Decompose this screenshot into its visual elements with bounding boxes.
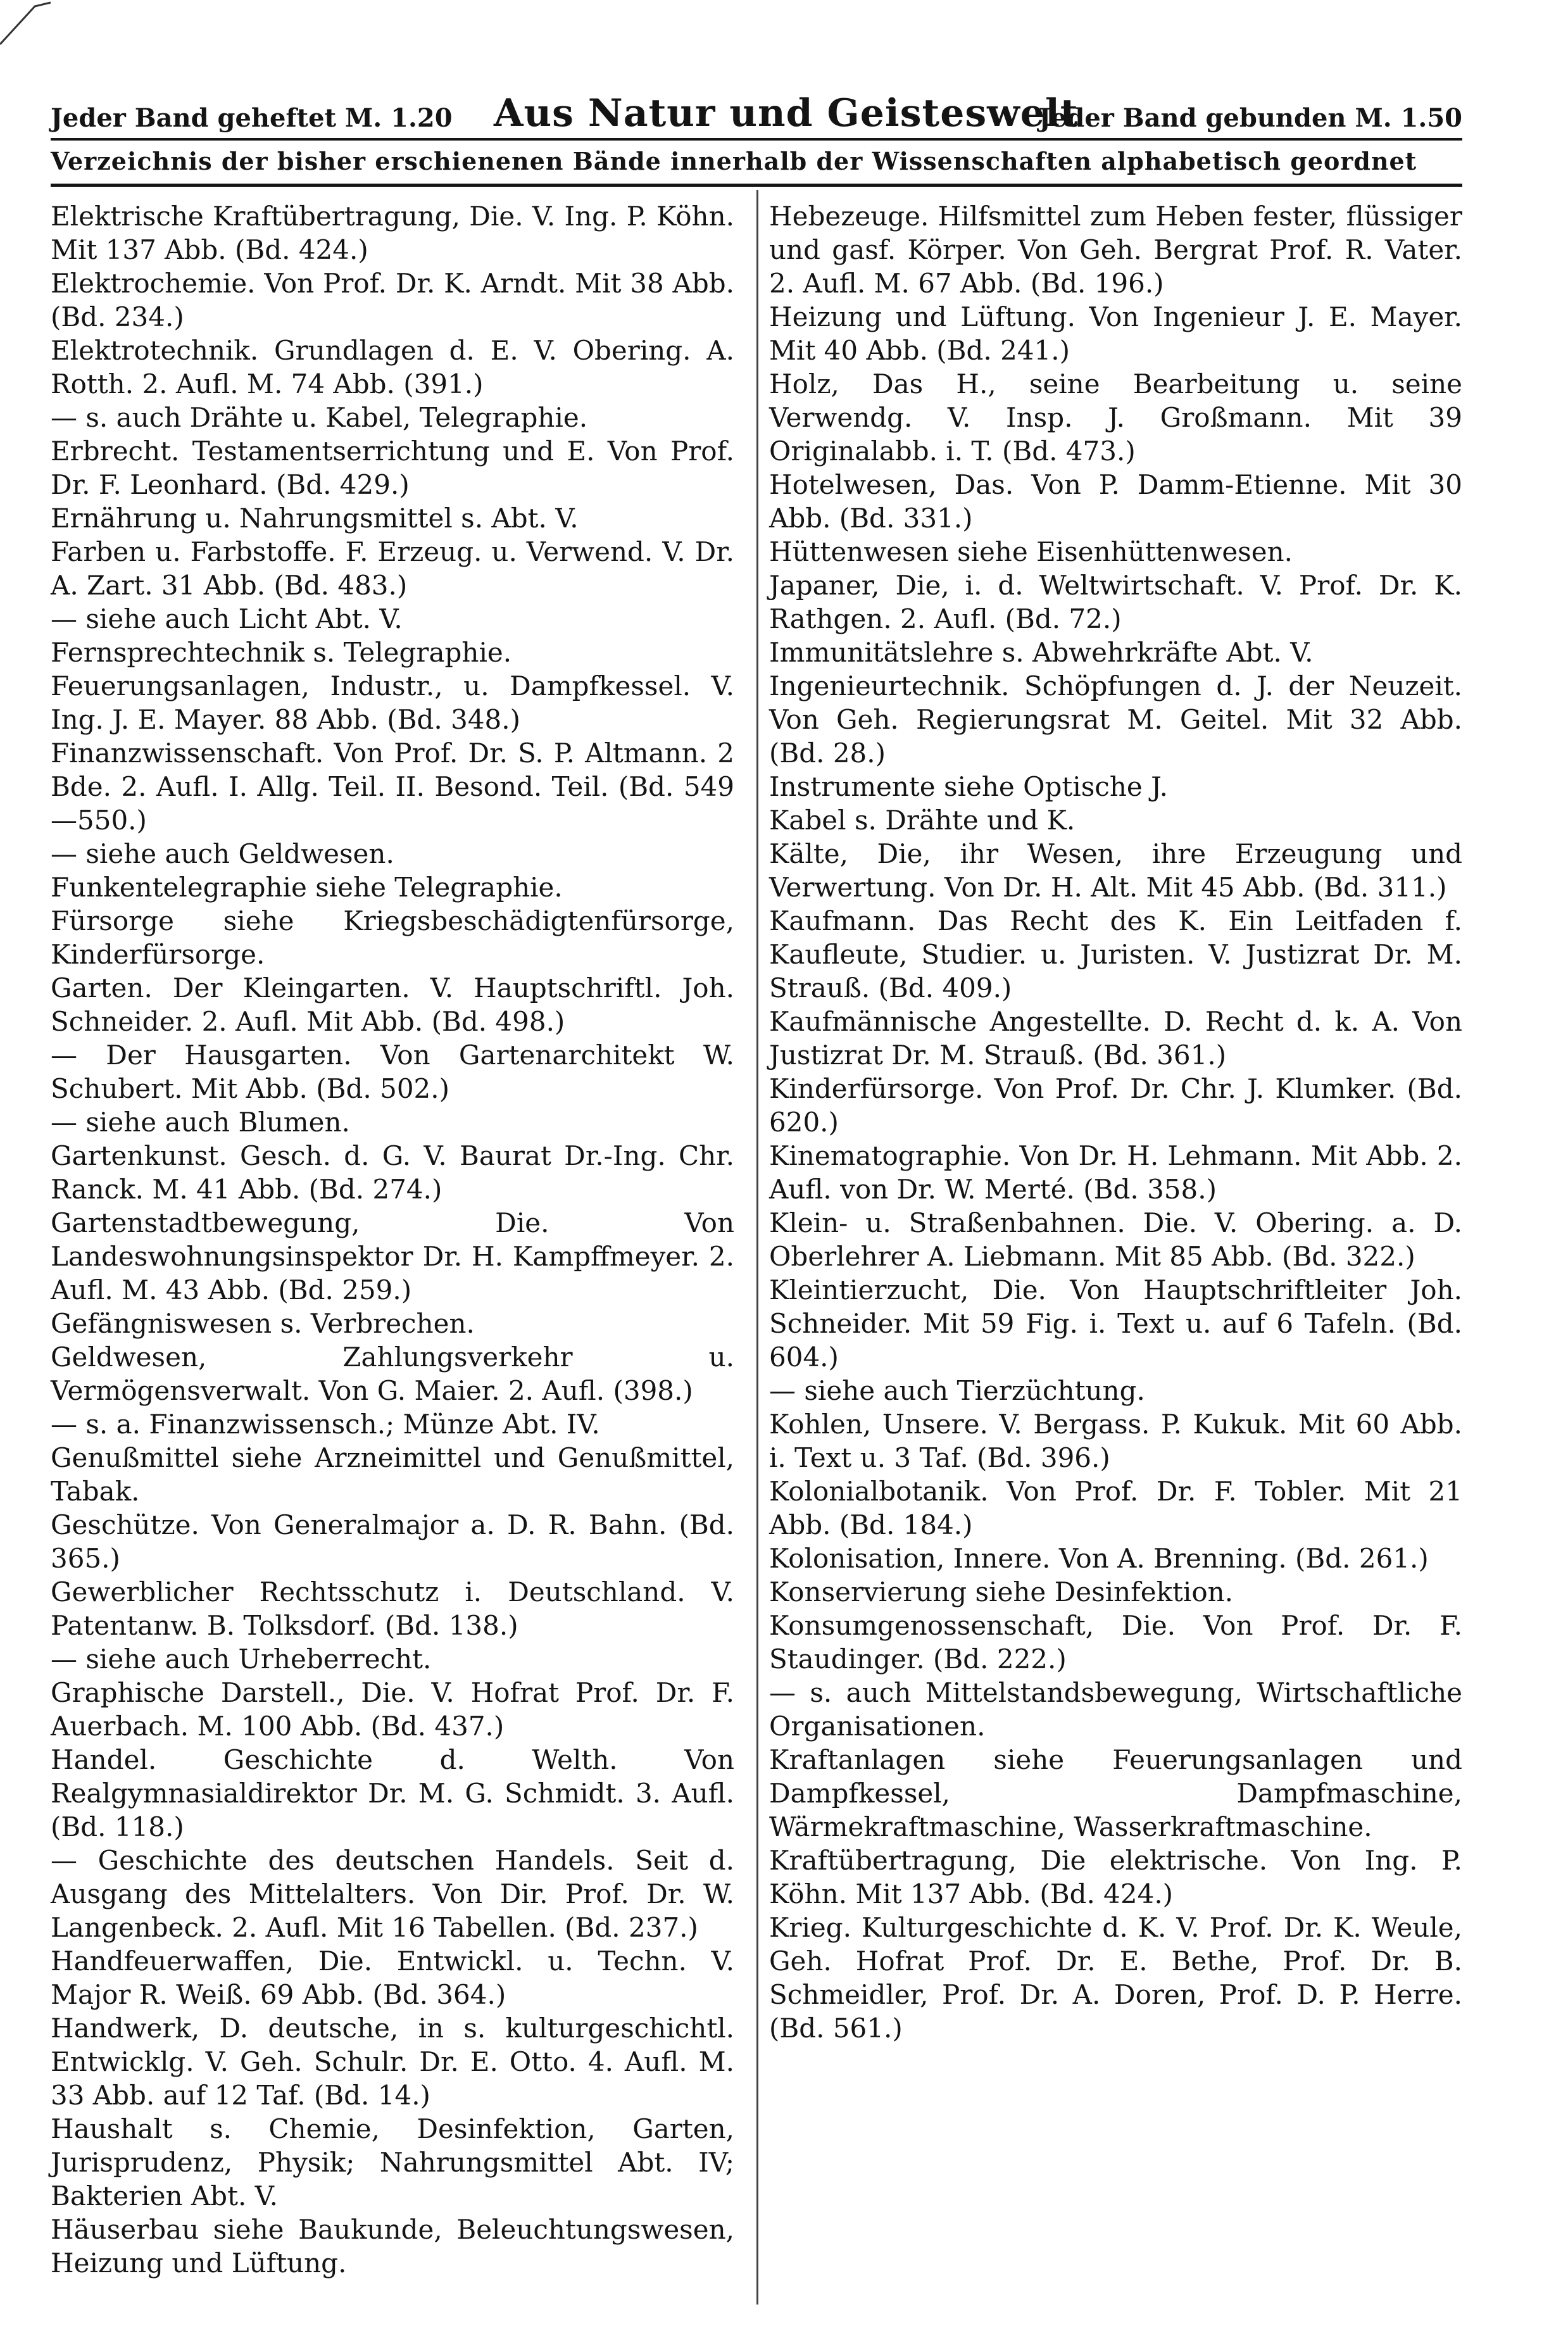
catalog-entry: Elektrochemie. Von Prof. Dr. K. Arndt. Mit 38 Abb. (Bd. 234.) (51, 268, 734, 332)
catalog-entry: Holz, Das H., seine Bearbeitung u. seine Verwendg. V. Insp. J. Großmann. Mit 39 Originalabb. i. T. (Bd. 473.) (769, 368, 1462, 467)
catalog-entry: Kälte, Die, ihr Wesen, ihre Erzeugung und Verwertung. Von Dr. H. Alt. Mit 45 Abb. (Bd. 311.) (769, 838, 1462, 903)
catalog-entry: Gartenkunst. Gesch. d. G. V. Baurat Dr.-Ing. Chr. Ranck. M. 41 Abb. (Bd. 274.) (51, 1140, 734, 1205)
header-price-paperback: Jeder Band geheftet M. 1.20 (51, 103, 453, 133)
catalog-entry: — s. auch Mittelstandsbewegung, Wirtschaftliche Organisationen. (769, 1677, 1462, 1742)
catalog-entry: Klein- u. Straßenbahnen. Die. V. Obering. a. D. Oberlehrer A. Liebmann. Mit 85 Abb. (Bd. 322.) (769, 1207, 1462, 1272)
catalog-entry: Japaner, Die, i. d. Weltwirtschaft. V. Prof. Dr. K. Rathgen. 2. Aufl. (Bd. 72.) (769, 570, 1462, 634)
catalog-entry: Fürsorge siehe Kriegsbeschädigtenfürsorge, Kinderfürsorge. (51, 905, 734, 970)
catalog-entry: — siehe auch Blumen. (51, 1107, 350, 1138)
catalog-entry: Kinderfürsorge. Von Prof. Dr. Chr. J. Klumker. (Bd. 620.) (769, 1073, 1462, 1138)
subtitle-rule (51, 184, 1462, 187)
catalog-entry: Konservierung siehe Desinfektion. (769, 1576, 1234, 1607)
catalog-entry: Kohlen, Unsere. V. Bergass. P. Kukuk. Mit 60 Abb. i. Text u. 3 Taf. (Bd. 396.) (769, 1409, 1462, 1473)
catalog-entry: Kolonialbotanik. Von Prof. Dr. F. Tobler. Mit 21 Abb. (Bd. 184.) (769, 1476, 1462, 1540)
corner-mark-icon (0, 0, 57, 51)
catalog-entry: — s. a. Finanzwissensch.; Münze Abt. IV. (51, 1409, 600, 1440)
catalog-entry: — Geschichte des deutschen Handels. Seit d. Ausgang des Mittelalters. Von Dir. Prof. Dr. W. Langenbeck. 2. Aufl. Mit 16 Tabellen. (Bd. 237.) (51, 1845, 734, 1943)
catalog-entry: Hotelwesen, Das. Von P. Damm-Etienne. Mit 30 Abb. (Bd. 331.) (769, 469, 1462, 534)
catalog-entry: Handwerk, D. deutsche, in s. kulturgeschichtl. Entwicklg. V. Geh. Schulr. Dr. E. Otto. 4. Aufl. M. 33 Abb. auf 12 Taf. (Bd. 14.) (51, 2013, 734, 2111)
catalog-entry: Kolonisation, Innere. Von A. Brenning. (Bd. 261.) (769, 1543, 1429, 1574)
catalog-entry: Haushalt s. Chemie, Desinfektion, Garten, Jurisprudenz, Physik; Nahrungsmittel Abt. IV; Bakterien Abt. V. (51, 2113, 734, 2211)
catalog-entry: — siehe auch Licht Abt. V. (51, 603, 403, 634)
catalog-entry: Farben u. Farbstoffe. F. Erzeug. u. Verwend. V. Dr. A. Zart. 31 Abb. (Bd. 483.) (51, 536, 734, 601)
catalog-entry: Graphische Darstell., Die. V. Hofrat Prof. Dr. F. Auerbach. M. 100 Abb. (Bd. 437.) (51, 1677, 734, 1742)
catalog-entry: Häuserbau siehe Baukunde, Beleuchtungswesen, Heizung und Lüftung. (51, 2214, 734, 2279)
catalog-entry: Kraftanlagen siehe Feuerungsanlagen und Dampfkessel, Dampfmaschine, Wärmekraftmaschine, Wasserkraftmaschine. (769, 1744, 1462, 1842)
catalog-entry: Kabel s. Drähte und K. (769, 805, 1076, 836)
catalog-entry: Handel. Geschichte d. Welth. Von Realgymnasialdirektor Dr. M. G. Schmidt. 3. Aufl. (Bd. 118.) (51, 1744, 734, 1842)
column-divider (756, 190, 758, 2305)
catalog-entry: Heizung und Lüftung. Von Ingenieur J. E. Mayer. Mit 40 Abb. (Bd. 241.) (769, 301, 1462, 366)
right-column (769, 199, 1462, 2045)
left-column (51, 199, 734, 2280)
header-price-bound: Jeder Band gebunden M. 1.50 (1038, 103, 1462, 133)
catalog-entry: — s. auch Drähte u. Kabel, Telegraphie. (51, 402, 588, 433)
catalog-entry: Hüttenwesen siehe Eisenhüttenwesen. (769, 536, 1293, 567)
catalog-entry: Konsumgenossenschaft, Die. Von Prof. Dr. F. Staudinger. (Bd. 222.) (769, 1610, 1462, 1675)
catalog-entry: Immunitätslehre s. Abwehrkräfte Abt. V. (769, 637, 1314, 668)
catalog-entry: Ingenieurtechnik. Schöpfungen d. J. der Neuzeit. Von Geh. Regierungsrat M. Geitel. Mit 32 Abb. (Bd. 28.) (769, 670, 1462, 769)
catalog-entry: Kaufmann. Das Recht des K. Ein Leitfaden f. Kaufleute, Studier. u. Juristen. V. Justizrat Dr. M. Strauß. (Bd. 409.) (769, 905, 1462, 1003)
series-title: Aus Natur und Geisteswelt (494, 91, 1079, 135)
catalog-entry: Gartenstadtbewegung, Die. Von Landeswohnungsinspektor Dr. H. Kampffmeyer. 2. Aufl. M. 43 Abb. (Bd. 259.) (51, 1207, 734, 1305)
catalog-subtitle: Verzeichnis der bisher erschienenen Bände innerhalb der Wissenschaften alphabetisch geordnet (51, 147, 1417, 175)
catalog-entry: Handfeuerwaffen, Die. Entwickl. u. Techn. V. Major R. Weiß. 69 Abb. (Bd. 364.) (51, 1946, 734, 2010)
catalog-entry: — siehe auch Tierzüchtung. (769, 1375, 1145, 1406)
catalog-entry: Kraftübertragung, Die elektrische. Von Ing. P. Köhn. Mit 137 Abb. (Bd. 424.) (769, 1845, 1462, 1909)
catalog-entry: Geschütze. Von Generalmajor a. D. R. Bahn. (Bd. 365.) (51, 1509, 734, 1574)
catalog-entry: Feuerungsanlagen, Industr., u. Dampfkessel. V. Ing. J. E. Mayer. 88 Abb. (Bd. 348.) (51, 670, 734, 735)
catalog-entry: Garten. Der Kleingarten. V. Hauptschriftl. Joh. Schneider. 2. Aufl. Mit Abb. (Bd. 498.) (51, 972, 734, 1037)
header-rule (51, 138, 1462, 141)
catalog-entry: Elektrische Kraftübertragung, Die. V. Ing. P. Köhn. Mit 137 Abb. (Bd. 424.) (51, 201, 734, 265)
catalog-entry: Kinematographie. Von Dr. H. Lehmann. Mit Abb. 2. Aufl. von Dr. W. Merté. (Bd. 358.) (769, 1140, 1462, 1205)
catalog-entry: Funkentelegraphie siehe Telegraphie. (51, 872, 563, 903)
catalog-entry: Erbrecht. Testamentserrichtung und E. Von Prof. Dr. F. Leonhard. (Bd. 429.) (51, 436, 734, 500)
catalog-entry: — Der Hausgarten. Von Gartenarchitekt W. Schubert. Mit Abb. (Bd. 502.) (51, 1040, 734, 1104)
catalog-entry: Gewerblicher Rechtsschutz i. Deutschland. V. Patentanw. B. Tolksdorf. (Bd. 138.) (51, 1576, 734, 1641)
catalog-entry: Krieg. Kulturgeschichte d. K. V. Prof. Dr. K. Weule, Geh. Hofrat Prof. Dr. E. Bethe, Prof. Dr. B. Schmeidler, Prof. Dr. A. Doren, Prof. D. P. Herre. (Bd. 561.) (769, 1912, 1462, 2044)
catalog-entry: Finanzwissenschaft. Von Prof. Dr. S. P. Altmann. 2 Bde. 2. Aufl. I. Allg. Teil. II. Besond. Teil. (Bd. 549—550.) (51, 738, 734, 836)
catalog-entry: — siehe auch Geldwesen. (51, 838, 394, 869)
catalog-entry: Hebezeuge. Hilfsmittel zum Heben fester, flüssiger und gasf. Körper. Von Geh. Bergrat Prof. R. Vater. 2. Aufl. M. 67 Abb. (Bd. 196.) (769, 201, 1462, 299)
catalog-entry: Gefängniswesen s. Verbrechen. (51, 1308, 475, 1339)
catalog-entry: Kaufmännische Angestellte. D. Recht d. k. A. Von Justizrat Dr. M. Strauß. (Bd. 361.) (769, 1006, 1462, 1071)
catalog-entry: Genußmittel siehe Arzneimittel und Genußmittel, Tabak. (51, 1442, 734, 1507)
catalog-entry: Geldwesen, Zahlungsverkehr u. Vermögensverwalt. Von G. Maier. 2. Aufl. (398.) (51, 1342, 734, 1406)
catalog-entry: Fernsprechtechnik s. Telegraphie. (51, 637, 512, 668)
catalog-entry: — siehe auch Urheberrecht. (51, 1644, 432, 1675)
catalog-entry: Kleintierzucht, Die. Von Hauptschriftleiter Joh. Schneider. Mit 59 Fig. i. Text u. auf 6 Tafeln. (Bd. 604.) (769, 1274, 1462, 1373)
catalog-entry: Ernährung u. Nahrungsmittel s. Abt. V. (51, 503, 579, 534)
catalog-header (51, 91, 1462, 135)
catalog-entry: Instrumente siehe Optische J. (769, 771, 1168, 802)
catalog-entry: Elektrotechnik. Grundlagen d. E. V. Obering. A. Rotth. 2. Aufl. M. 74 Abb. (391.) (51, 335, 734, 399)
